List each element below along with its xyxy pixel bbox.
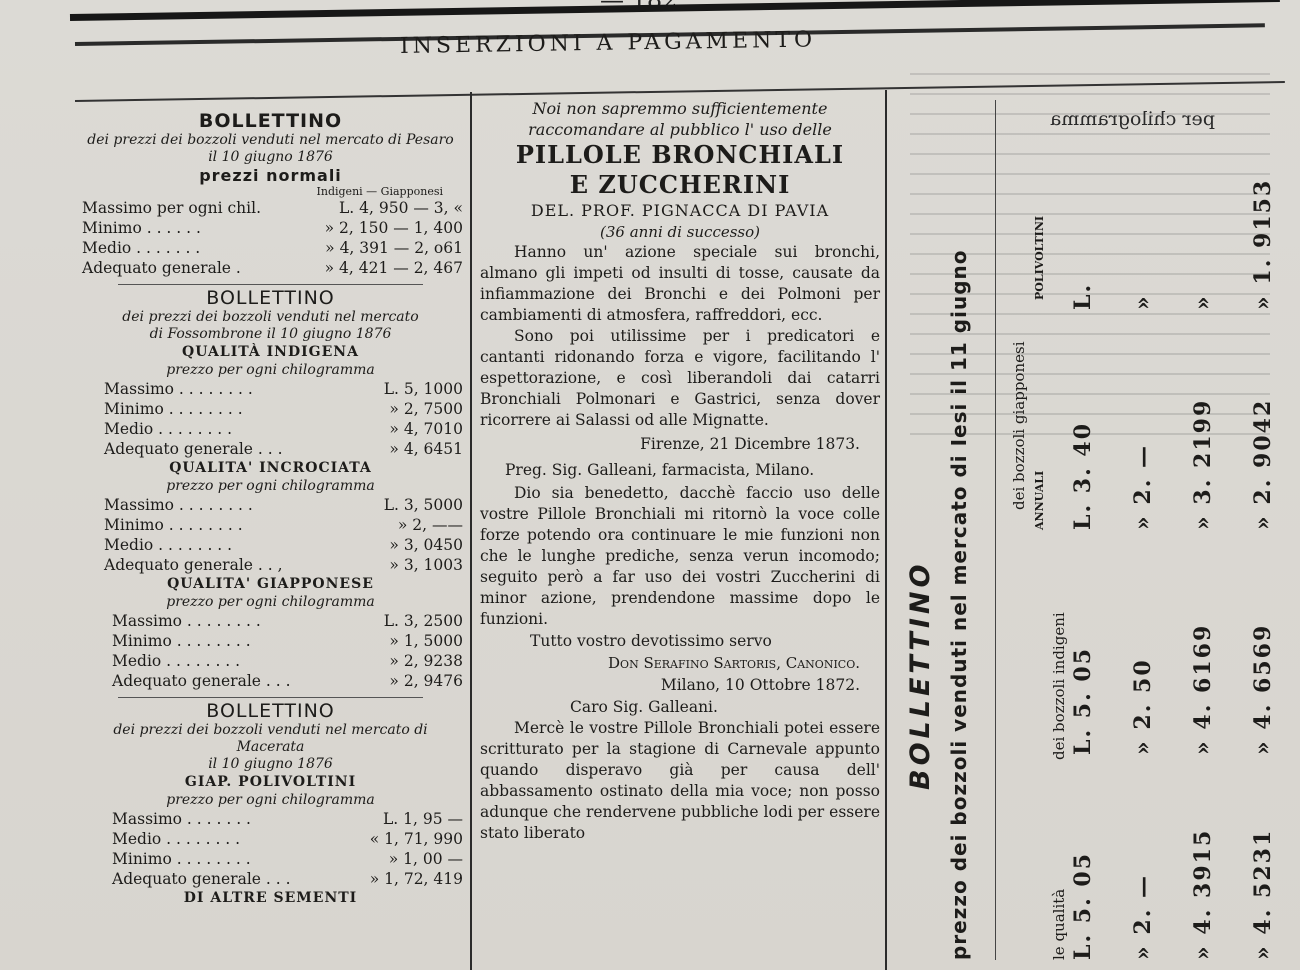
price-label: Medio . . . . . . . . — [104, 420, 233, 438]
price-row — [108, 809, 463, 829]
price-label: Minimo . . . . . . . . — [112, 850, 251, 868]
mirrored-bleed-text: per chilogramma — [1050, 108, 1215, 130]
iesi-price-cell: » — [1130, 294, 1156, 310]
ad-salutation: Caro Sig. Galleani. — [570, 698, 718, 716]
price-value: » 4, 421 — 2, 467 — [324, 259, 463, 277]
price-value: » 1, 00 — — [388, 850, 463, 868]
iesi-price-cell: L. 3. 40 — [1070, 421, 1096, 530]
ad-intro: Noi non sapremmo sufficientemente raccomandare al pubblico l' uso delle — [528, 99, 832, 139]
iesi-price-cell: L. 5. 05 — [1070, 646, 1096, 755]
iesi-price-cell: » 2. — — [1130, 873, 1156, 960]
header-indigeni: dei bozzoli indigeni — [1050, 612, 1068, 760]
quality-polivoltini-sub: prezzo per ogni chilogramma — [166, 792, 375, 808]
iesi-price-cell: » 2. 9042 — [1250, 398, 1276, 530]
price-label: Adequato generale . . , — [104, 556, 283, 574]
ad-paragraph-3: Dio sia benedetto, dacchè faccio uso delle vostre Pillole Bronchiali mi ritornò la voce colle forze potendo ora continuare le mie funzioni non che le lunghe prediche, senza verun incomodo; seguito però a far uso dei vostri Zuccherini di minor azione, prendendone massime dopo le funzioni. — [480, 484, 880, 628]
price-label: Massimo . . . . . . . . — [104, 380, 253, 398]
iesi-price-cell: L. 5. 05 — [1070, 851, 1096, 960]
iesi-price-cell: » 4. 3915 — [1190, 828, 1216, 960]
price-row — [78, 258, 463, 278]
bulletin-pesaro-line2: il 10 giugno 1876 — [208, 149, 333, 165]
price-label: Medio . . . . . . . . — [104, 536, 233, 554]
price-value: L. 3, 5000 — [383, 496, 463, 514]
ad-author: DEL. PROF. PIGNACCA DI PAVIA — [530, 201, 830, 220]
iesi-bulletin-subtitle: prezzo dei bozzoli venduti nel mercato di Iesi il 11 giugno — [947, 249, 971, 960]
price-label: Massimo per ogni chil. — [82, 199, 261, 217]
price-value: » 1, 72, 419 — [369, 870, 463, 888]
quality-giapponese-sub: prezzo per ogni chilogramma — [166, 594, 375, 610]
price-value: » 2, —— — [397, 516, 463, 534]
ad-years: (36 anni di successo) — [599, 223, 761, 241]
price-label: Adequato generale . . . — [104, 440, 283, 458]
price-row — [100, 399, 463, 419]
price-value: » 3, 0450 — [389, 536, 463, 554]
ad-address: Preg. Sig. Galleani, farmacista, Milano. — [505, 461, 815, 479]
price-label: Massimo . . . . . . . — [112, 810, 251, 828]
price-label: Massimo . . . . . . . . — [104, 496, 253, 514]
separator — [118, 284, 423, 285]
quality-indigena: QUALITÀ INDIGENA — [182, 344, 359, 360]
quality-indigena-rows — [78, 379, 463, 459]
price-value: » 2, 7500 — [389, 400, 463, 418]
quality-incrociata-sub: prezzo per ogni chilogramma — [166, 478, 375, 494]
table-rule — [995, 100, 996, 960]
section-heading: INSERZIONI A PAGAMENTO — [399, 27, 817, 59]
price-label: Medio . . . . . . . — [82, 239, 201, 257]
iesi-price-cell: » 2. — — [1130, 443, 1156, 530]
bulletin-fossombrone-line2: di Fossombrone il 10 giugno 1876 — [149, 326, 392, 342]
price-label: Adequato generale . . . — [112, 870, 291, 888]
price-label: Medio . . . . . . . . — [112, 830, 241, 848]
price-label: Massimo . . . . . . . . — [112, 612, 261, 630]
bulletin-pesaro-rows — [78, 198, 463, 278]
ad-paragraph-2: Sono poi utilissime per i predicatori e cantanti ridonando forza e vigore, facilitando l' espettorazione, e così liberandoli dai catarri Bronchiali Polmonari e Gastrici, senza dover ricorrere ai Salassi od alle Mignatte. — [480, 327, 880, 429]
price-row — [108, 631, 463, 651]
advertisement-column — [480, 98, 880, 844]
ad-date-2: Milano, 10 Ottobre 1872. — [660, 676, 860, 694]
price-row — [100, 439, 463, 459]
price-row — [100, 495, 463, 515]
price-value: » 3, 1003 — [389, 556, 463, 574]
header-qualita: le qualità — [1050, 888, 1068, 960]
bulletin-pesaro-title: BOLLETTINO — [198, 110, 343, 132]
quality-indigena-sub: prezzo per ogni chilogramma — [166, 362, 375, 378]
price-row — [108, 869, 463, 889]
bulletins-column — [78, 110, 463, 908]
ad-title-1: PILLOLE BRONCHIALI — [515, 140, 845, 169]
price-row — [78, 198, 463, 218]
price-value: L. 1, 95 — — [382, 810, 463, 828]
ad-date-1: Firenze, 21 Dicembre 1873. — [640, 435, 860, 453]
price-value: » 4, 391 — 2, o61 — [325, 239, 463, 257]
separator — [118, 697, 423, 698]
price-value: L. 4, 950 — 3, « — [339, 199, 463, 217]
price-value: » 4, 6451 — [389, 440, 463, 458]
bulletin-macerata-line2: il 10 giugno 1876 — [208, 756, 333, 772]
header-giapponesi: dei bozzoli giapponesi — [1010, 341, 1028, 510]
price-value: » 2, 150 — 1, 400 — [324, 219, 463, 237]
price-row — [100, 379, 463, 399]
price-row — [100, 419, 463, 439]
iesi-bulletin-title: BOLLETTINO — [905, 560, 936, 790]
iesi-price-cell: » 1. 9153 — [1250, 178, 1276, 310]
quality-giapponese-rows — [78, 611, 463, 691]
price-row — [108, 671, 463, 691]
quality-polivoltini: GIAP. POLIVOLTINI — [184, 774, 357, 790]
price-label: Minimo . . . . . . — [82, 219, 201, 237]
iesi-price-cell: L. — [1070, 282, 1096, 310]
price-label: Minimo . . . . . . . . — [104, 516, 243, 534]
header-polivoltini: POLIVOLTINI — [1033, 215, 1046, 300]
price-value: » 2, 9476 — [389, 672, 463, 690]
iesi-price-cell: » — [1190, 294, 1216, 310]
quality-altre-sementi: DI ALTRE SEMENTI — [183, 890, 358, 906]
price-value: « 1, 71, 990 — [369, 830, 463, 848]
bulletin-pesaro-subtitle: prezzi normali — [199, 166, 342, 185]
ad-title-2: E ZUCCHERINI — [569, 170, 791, 199]
iesi-price-cell: » 3. 2199 — [1190, 398, 1216, 530]
bulletin-fossombrone-title: BOLLETTINO — [206, 287, 335, 309]
bulletin-pesaro-colhead: Indigeni — Giapponesi — [316, 185, 443, 198]
price-row — [108, 651, 463, 671]
bulletin-pesaro-line1: dei prezzi dei bozzoli venduti nel mercato di Pesaro — [87, 132, 454, 148]
price-row — [108, 611, 463, 631]
price-row — [108, 849, 463, 869]
ad-paragraph-4: Mercè le vostre Pillole Bronchiali potei essere scritturato per la stagione di Carnevale appunto quando disperavo già per causa dell' abbassamento ostinato della mia voce; non posso adunque che rendervene pubbliche lodi per essere stato liberato — [480, 719, 880, 842]
iesi-price-cell: » 2. 50 — [1130, 658, 1156, 755]
iesi-price-cell: » 4. 6569 — [1250, 623, 1276, 755]
price-value: » 4, 7010 — [389, 420, 463, 438]
price-value: L. 3, 2500 — [383, 612, 463, 630]
quality-incrociata: QUALITA' INCROCIATA — [169, 460, 372, 476]
price-value: » 2, 9238 — [389, 652, 463, 670]
bulletin-macerata-line1: dei prezzi dei bozzoli venduti nel mercato di Macerata — [113, 722, 428, 755]
price-row — [78, 218, 463, 238]
column-divider-1 — [470, 92, 472, 970]
header-annuali: ANNUALI — [1033, 470, 1046, 530]
column-divider-2 — [885, 90, 887, 970]
iesi-bulletin-rotated — [905, 100, 1285, 960]
price-label: Minimo . . . . . . . . — [112, 632, 251, 650]
ad-paragraph-1: Hanno un' azione speciale sui bronchi, almano gli impeti od insulti di tosse, causate da infiammazione dei Bronchi e dei Polmoni per cambiamenti di atmosfera, raffreddori, ecc. — [480, 243, 880, 324]
quality-giapponese: QUALITA' GIAPPONESE — [167, 576, 374, 592]
price-row — [108, 829, 463, 849]
price-label: Minimo . . . . . . . . — [104, 400, 243, 418]
ad-signer: Don Serafino Sartoris, Canonico. — [608, 654, 860, 672]
price-value: » 1, 5000 — [389, 632, 463, 650]
price-row — [100, 535, 463, 555]
quality-polivoltini-rows — [78, 809, 463, 889]
price-row — [100, 515, 463, 535]
price-label: Medio . . . . . . . . — [112, 652, 241, 670]
price-label: Adequato generale . . . — [112, 672, 291, 690]
price-row — [78, 238, 463, 258]
price-value: L. 5, 1000 — [383, 380, 463, 398]
price-label: Adequato generale . — [82, 259, 241, 277]
bulletin-macerata-title: BOLLETTINO — [206, 700, 335, 722]
ad-closing: Tutto vostro devotissimo servo — [530, 632, 772, 650]
iesi-price-cell: » 4. 6169 — [1190, 623, 1216, 755]
quality-incrociata-rows — [78, 495, 463, 575]
price-row — [100, 555, 463, 575]
iesi-price-cell: » 4. 5231 — [1250, 828, 1276, 960]
bulletin-fossombrone-line1: dei prezzi dei bozzoli venduti nel mercato — [122, 309, 419, 325]
